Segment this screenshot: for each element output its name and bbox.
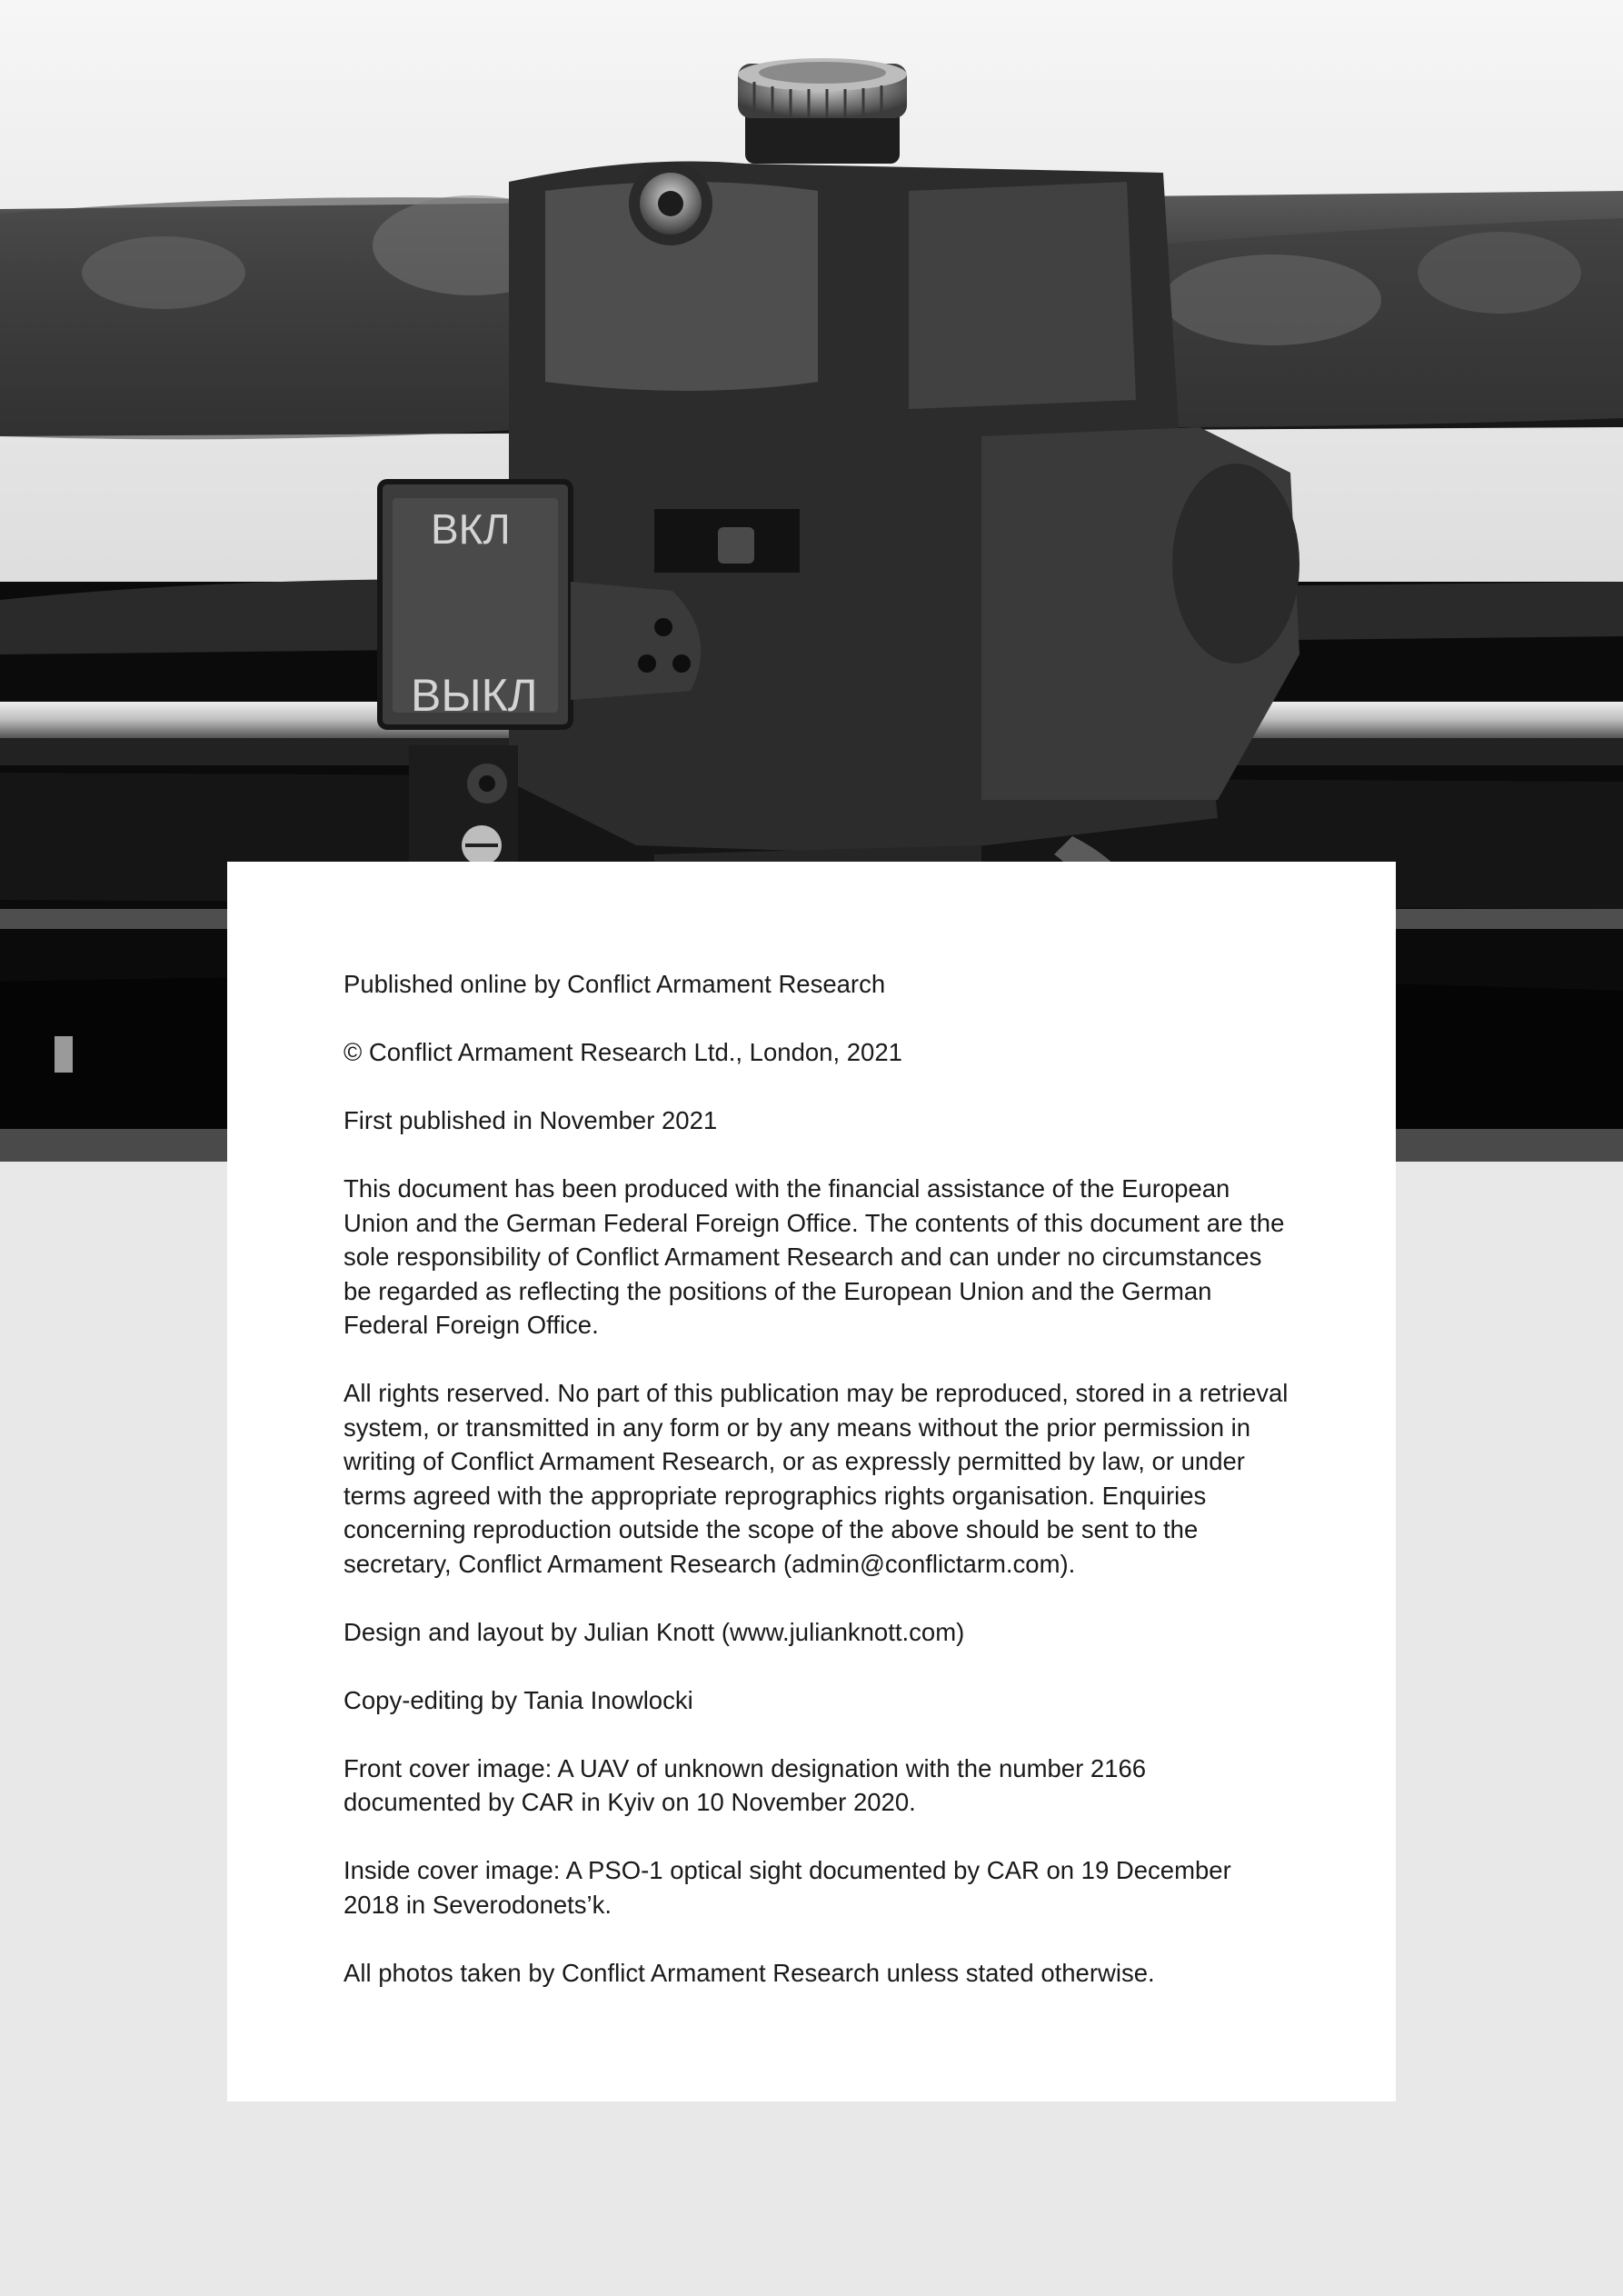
photo-credit: All photos taken by Conflict Armament Research unless stated otherwise.: [344, 1958, 1155, 1987]
first-published-line: First published in November 2021: [344, 1106, 718, 1134]
inside-cover-caption: Inside cover image: A PSO-1 optical sight documented by CAR on 19 December 2018 in Severodonets’k.: [344, 1856, 1231, 1919]
rights-statement: All rights reserved. No part of this publication may be reproduced, stored in a retrieval system, or transmitted in any form or by any means without the prior permission in writing of Conflict Armament Research, or as expressly permitted by law, or under terms agreed with the appropriate reprographics rights organisation. Enquiries concerning reproduction outside the scope of the above should be sent to the secretary, Conflict Armament Research (admin@conflictarm.com).: [344, 1379, 1289, 1578]
front-cover-caption: Front cover image: A UAV of unknown designation with the number 2166 documented by CAR in Kyiv on 10 November 2020.: [344, 1753, 1147, 1816]
copy-editing-credit: Copy-editing by Tania Inowlocki: [344, 1685, 693, 1714]
funding-statement: This document has been produced with the financial assistance of the European Union and the German Federal Foreign Office. The contents of this document are the sole responsibility of Conflict Armament Research and can under no circumstances be regarded as reflecting the positions of the European Union and the German Federal Foreign Office.: [344, 1174, 1285, 1339]
stamp-top-label: ВКЛ: [431, 505, 511, 553]
published-online-line: Published online by Conflict Armament Research: [344, 970, 886, 998]
imprint-panel: [227, 862, 1396, 2101]
design-credit: Design and layout by Julian Knott (www.julianknott.com): [344, 1617, 965, 1646]
imprint-text: [344, 967, 1289, 2024]
stamp-bottom-label: ВЫКЛ: [411, 670, 538, 721]
copyright-line: © Conflict Armament Research Ltd., London, 2021: [344, 1038, 902, 1066]
